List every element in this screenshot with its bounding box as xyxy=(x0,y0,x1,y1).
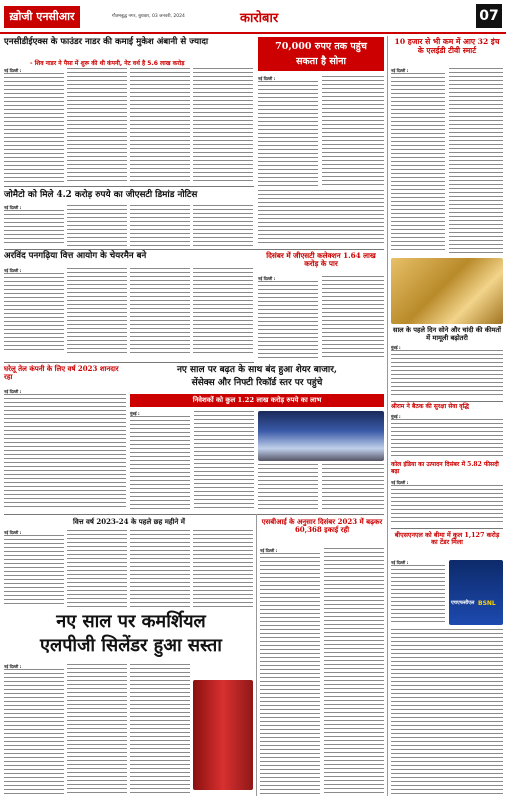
market-body-col4 xyxy=(322,464,384,511)
gold-headline-box xyxy=(258,37,384,71)
page-number: 07 xyxy=(476,4,502,28)
policy-body-col1 xyxy=(4,535,64,607)
tv-body-col2 xyxy=(449,68,503,253)
gold-body-col2 xyxy=(322,76,384,186)
zomato-byline: नई दिल्ली : xyxy=(4,205,22,210)
cylinder-headline-2: एलपीजी सिलेंडर हुआ सस्ता xyxy=(40,635,222,656)
coal-body xyxy=(391,485,503,525)
coal-byline: नई दिल्ली : xyxy=(391,480,409,485)
policy-body-col4 xyxy=(193,530,253,607)
tv-body-col1 xyxy=(391,73,445,253)
cylinder-body-col2 xyxy=(67,664,127,795)
cylinder-body-col1 xyxy=(4,669,64,795)
coal-headline: कोल इंडिया का उत्पादन दिसंबर में 5.82 फीसदी बढ़ा xyxy=(391,461,499,475)
bsnl-logo-photo xyxy=(449,560,503,625)
ambani-body-col3 xyxy=(130,68,190,183)
market-body-col3 xyxy=(258,464,318,511)
divider xyxy=(4,514,384,515)
column-rule xyxy=(256,514,257,796)
gold-headline-line2: सकता है सोना xyxy=(296,56,346,67)
stock-exchange-photo xyxy=(258,411,384,461)
gold-body-col1 xyxy=(258,81,318,186)
market-body-col2 xyxy=(194,411,254,511)
policy-body-col3 xyxy=(130,530,190,607)
hfcl-logo-text: एचएफसीएल xyxy=(451,600,475,606)
gold-headline-line1: 70,000 रुपए तक पहुंच xyxy=(275,41,367,52)
bsnl-body-lower xyxy=(391,629,503,795)
market-byline: मुंबई : xyxy=(130,411,140,416)
market-banner: निवेशकों को कुल 1.22 लाख करोड़ रुपये का लाभ xyxy=(130,394,384,407)
masthead xyxy=(0,0,506,34)
gst-headline: दिसंबर में जीएसटी कलेक्शन 1.64 लाख करोड़ के पार xyxy=(266,251,376,269)
panagariya-body-col1 xyxy=(4,273,64,353)
gold-byline: नई दिल्ली : xyxy=(258,76,276,81)
panagariya-body-col2 xyxy=(67,268,127,353)
panagariya-byline: नई दिल्ली : xyxy=(4,268,22,273)
panagariya-body-col3 xyxy=(130,268,190,353)
divider xyxy=(4,186,254,187)
sriram-byline: मुंबई : xyxy=(391,414,401,419)
ambani-body-col2 xyxy=(67,68,127,183)
newspaper-logo: ख़ोजी एनसीआर xyxy=(4,6,80,28)
gold-body-lower xyxy=(258,190,384,246)
gold-price-headline: साल के पहले दिन सोने और चांदी की कीमतों में मामूली बढ़ोतरी xyxy=(393,326,501,342)
export-headline: एसबीआई के अनुसार दिसंबर 2023 में बढ़कर 60,368 इकाई रही xyxy=(261,517,383,535)
panagariya-body-col4 xyxy=(193,268,253,353)
policy-headline: वित्त वर्ष 2023-24 के पहले छह महीने में xyxy=(73,517,185,526)
policy-byline: नई दिल्ली : xyxy=(4,530,22,535)
tv-headline: 10 हजार से भी कम में आए 32 इंच के एलईडी टीवी स्मार्ट xyxy=(394,37,500,55)
gold-price-byline: मुंबई : xyxy=(391,345,401,350)
export-body-col2 xyxy=(324,548,384,795)
lpg-cylinder-photo xyxy=(193,680,253,790)
gst-body-col1 xyxy=(258,281,318,359)
cylinder-headline-1: नए साल पर कमर्शियल xyxy=(56,611,206,632)
zomato-headline: जोमैटो को मिले 4.2 करोड़ रुपये का जीएसटी डिमांड नोटिस xyxy=(4,190,198,200)
export-body-col1 xyxy=(260,553,320,795)
cylinder-byline: नई दिल्ली : xyxy=(4,664,22,669)
ambani-body-col4 xyxy=(193,68,253,183)
divider xyxy=(4,362,254,363)
gst-byline: नई दिल्ली : xyxy=(258,276,276,281)
divider xyxy=(4,249,384,250)
gst-body-col2 xyxy=(322,276,384,359)
zomato-body-col4 xyxy=(193,205,253,246)
ambani-headline: एनसीडीईएक्स के फाउंडर नाडर की कमाई मुकेश अंबानी से ज्यादा xyxy=(4,37,209,47)
sriram-headline: श्रीराम ने बैठक की सुरक्षा सेवा वृद्धि xyxy=(391,403,469,410)
oil-body xyxy=(4,394,126,509)
bsnl-headline: बीएसएनएल को बीमा में कुल 1,127 करोड़ का टेंडर मिला xyxy=(394,531,500,547)
cylinder-body-col3 xyxy=(130,664,190,795)
zomato-body-col1 xyxy=(4,210,64,246)
gold-jewellery-photo xyxy=(391,258,503,324)
zomato-body-col2 xyxy=(67,205,127,246)
column-rule xyxy=(387,36,388,796)
tv-byline: नई दिल्ली : xyxy=(391,68,409,73)
ambani-byline: नई दिल्ली : xyxy=(4,68,22,73)
dateline: गौतमबुद्ध नगर, बुधवार, 03 जनवरी, 2024 xyxy=(112,14,185,19)
policy-body-col2 xyxy=(67,530,127,607)
panagariya-headline: अरविंद पनगढ़िया वित्त आयोग के चेयरमैन बने xyxy=(4,251,147,261)
ambani-subhead: - शिव नाडर ने पैसा में शुरू की थी कंपनी, नेट वर्थ है 5.6 लाख करोड़ xyxy=(30,60,185,67)
export-byline: नई दिल्ली : xyxy=(260,548,278,553)
bsnl-logo-text: BSNL xyxy=(478,600,496,607)
market-body-col1 xyxy=(130,416,190,511)
sriram-body xyxy=(391,419,503,459)
zomato-body-col3 xyxy=(130,205,190,246)
oil-headline: घरेलू तेल कंपनी के लिए वर्ष 2023 शानदार रहा xyxy=(4,364,119,382)
oil-byline: नई दिल्ली : xyxy=(4,389,22,394)
divider xyxy=(391,401,503,402)
section-title: कारोबार xyxy=(240,11,279,26)
market-headline-2: सेंसेक्स और निफ्टी रिकॉर्ड स्तर पर पहुंचे xyxy=(191,378,323,388)
bsnl-byline: नई दिल्ली : xyxy=(391,560,409,565)
divider xyxy=(391,528,503,529)
bsnl-body-col1 xyxy=(391,565,445,625)
ambani-body-col1 xyxy=(4,73,64,183)
gold-price-body xyxy=(391,350,503,398)
market-headline-1: नए साल पर बढ़त के साथ बंद हुआ शेयर बाजार, xyxy=(176,365,338,375)
